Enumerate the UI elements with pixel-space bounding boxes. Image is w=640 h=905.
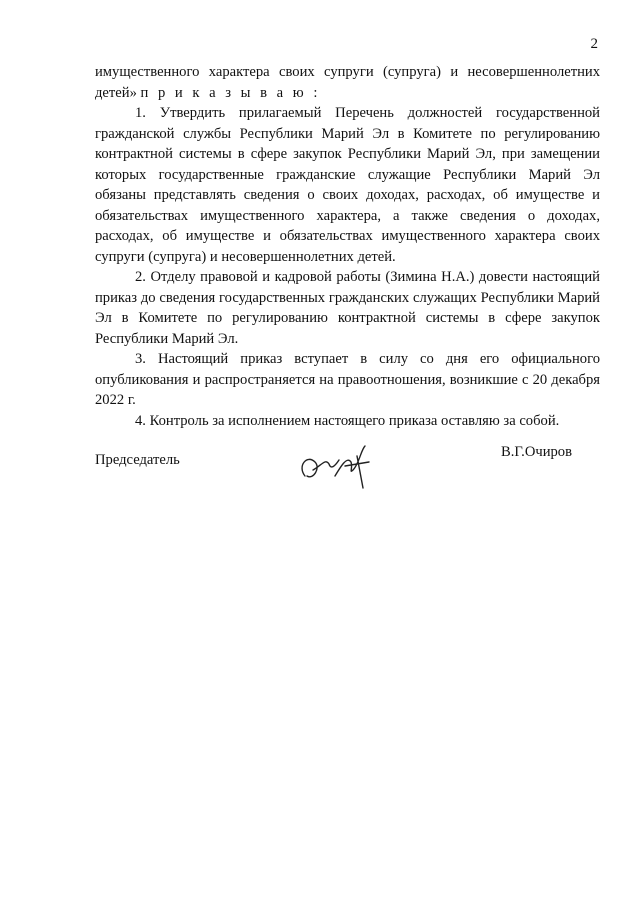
order-item-3: 3. Настоящий приказ вступает в силу со дня его официального опубликования и распространяется на правоотношения, возникшие с 20 декабря 2022 г. <box>95 351 600 408</box>
document-body <box>95 62 600 431</box>
order-item-2: 2. Отделу правовой и кадровой работы (Зимина Н.А.) довести настоящий приказ до сведения государственных гражданских служащих Республики Марий Эл в Комитете по регулированию контрактной системы в сфере закупок Республики Марий Эл. <box>95 269 600 347</box>
order-word: п р и к а з ы в а ю : <box>140 84 321 101</box>
page-number: 2 <box>590 36 598 52</box>
order-item-1: 1. Утвердить прилагаемый Перечень должностей государственной гражданской службы Республики Марий Эл в Комитете по регулированию контрактной системы в сфере закупок Республики Марий Эл, при замещении которых государственные гражданские служащие Республики Марий Эл обязаны представлять сведения о своих доходах, расходах, об имуществе и обязательствах имущественного характера, а также сведения о доходах, расходах, об имуществе и обязательствах имущественного характера своих супруги (супруга) и несовершеннолетних детей. <box>95 105 600 265</box>
order-item-4: 4. Контроль за исполнением настоящего приказа оставляю за собой. <box>135 412 560 429</box>
handwritten-signature <box>295 436 375 492</box>
intro-paragraph <box>95 62 600 103</box>
signature-block <box>95 440 600 500</box>
intro-text: имущественного характера своих супруги (супруга) и несовершеннолетних детей» <box>95 64 600 101</box>
signer-name: В.Г.Очиров <box>501 444 572 460</box>
signer-title: Председатель <box>95 452 180 468</box>
